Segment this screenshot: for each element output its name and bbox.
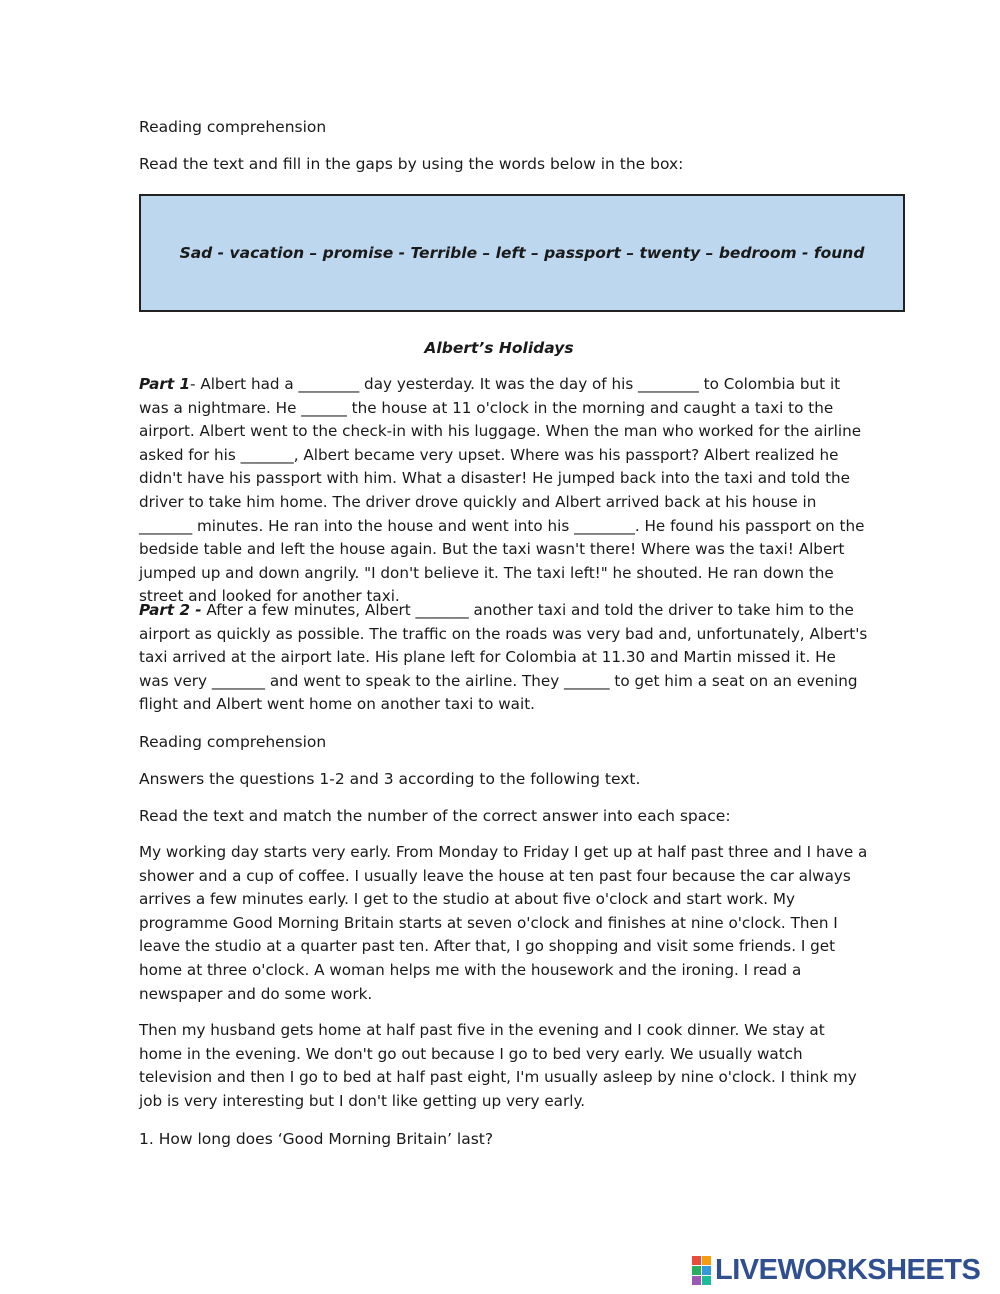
logo-mark-square bbox=[692, 1256, 701, 1265]
logo-mark-square bbox=[692, 1266, 701, 1275]
reading-paragraph-1-text: My working day starts very early. From Monday to Friday I get up at half past three and I have a shower and a cup of coffee. I usually leave the house at ten past four because the car always arrives a few minutes early. I get to the studio at about five o'clock and start work. My programme Good Morning Britain starts at seven o'clock and finishes at nine o'clock. Then I leave the studio at a quarter past ten. After that, I go shopping and visit some friends. I get home at three o'clock. A woman helps me with the housework and the ironing. I read a newspaper and do some work. bbox=[139, 843, 868, 1003]
part1-text: - Albert had a ________ day yesterday. It was the day of his ________ to Colombia but it was a nightmare. He ______ the house at 11 o'clock in the morning and caught a taxi to the airport. Albert went to the check-in with his luggage. When the man who worked for the airline asked for his _______, Albert became very upset. Where was his passport? Albert realized he didn't have his passport with him. What a disaster! He jumped back into the taxi and told the driver to take him home. The driver drove quickly and Albert arrived back at his house in _______ minutes. He ran into the house and went into his ________. He found his passport on the bedside table and left the house again. But the taxi wasn't there! Where was the taxi! Albert jumped up and down angrily. "I don't believe it. The taxi left!" he shouted. He ran down the street and looked for another taxi. bbox=[139, 375, 865, 606]
story-part2 bbox=[139, 599, 869, 717]
reading-paragraph-2-text: Then my husband gets home at half past five in the evening and I cook dinner. We stay at home in the evening. We don't go out because I go to bed very early. We usually watch television and then I go to bed at half past eight, I'm usually asleep by nine o'clock. I think my job is very interesting but I don't like getting up very early. bbox=[139, 1021, 857, 1110]
logo-mark-square bbox=[702, 1256, 711, 1265]
story-title: Albert’s Holidays bbox=[424, 339, 574, 357]
liveworksheets-logo bbox=[692, 1255, 980, 1285]
logo-mark-square bbox=[702, 1276, 711, 1285]
reading-paragraph-2 bbox=[139, 1019, 869, 1113]
word-box-text: Sad - vacation – promise - Terrible – left – passport – twenty – bedroom - found bbox=[179, 244, 865, 262]
logo-text: LIVEWORKSHEETS bbox=[715, 1254, 981, 1286]
section2-instruction1: Answers the questions 1-2 and 3 according to the following text. bbox=[139, 770, 641, 788]
section1-instruction: Read the text and fill in the gaps by using the words below in the box: bbox=[139, 155, 684, 173]
logo-mark-icon bbox=[692, 1256, 711, 1285]
section1-heading: Reading comprehension bbox=[139, 118, 327, 136]
section2-instruction2: Read the text and match the number of the correct answer into each space: bbox=[139, 807, 731, 825]
section2-heading: Reading comprehension bbox=[139, 733, 327, 751]
logo-mark-square bbox=[702, 1266, 711, 1275]
word-box bbox=[139, 194, 905, 312]
reading-paragraph-1 bbox=[139, 841, 869, 1006]
logo-mark-square bbox=[692, 1276, 701, 1285]
story-part1 bbox=[139, 373, 869, 609]
part2-text: After a few minutes, Albert _______ another taxi and told the driver to take him to the airport as quickly as possible. The traffic on the roads was very bad and, unfortunately, Albert's taxi arrived at the airport late. His plane left for Colombia at 11.30 and Martin missed it. He was very _______ and went to speak to the airline. They ______ to get him a seat on an evening flight and Albert went home on another taxi to wait. bbox=[139, 601, 868, 714]
question-1: 1. How long does ‘Good Morning Britain’ last? bbox=[139, 1130, 494, 1148]
part2-label: Part 2 - bbox=[139, 601, 202, 619]
part1-label: Part 1 bbox=[139, 375, 191, 393]
